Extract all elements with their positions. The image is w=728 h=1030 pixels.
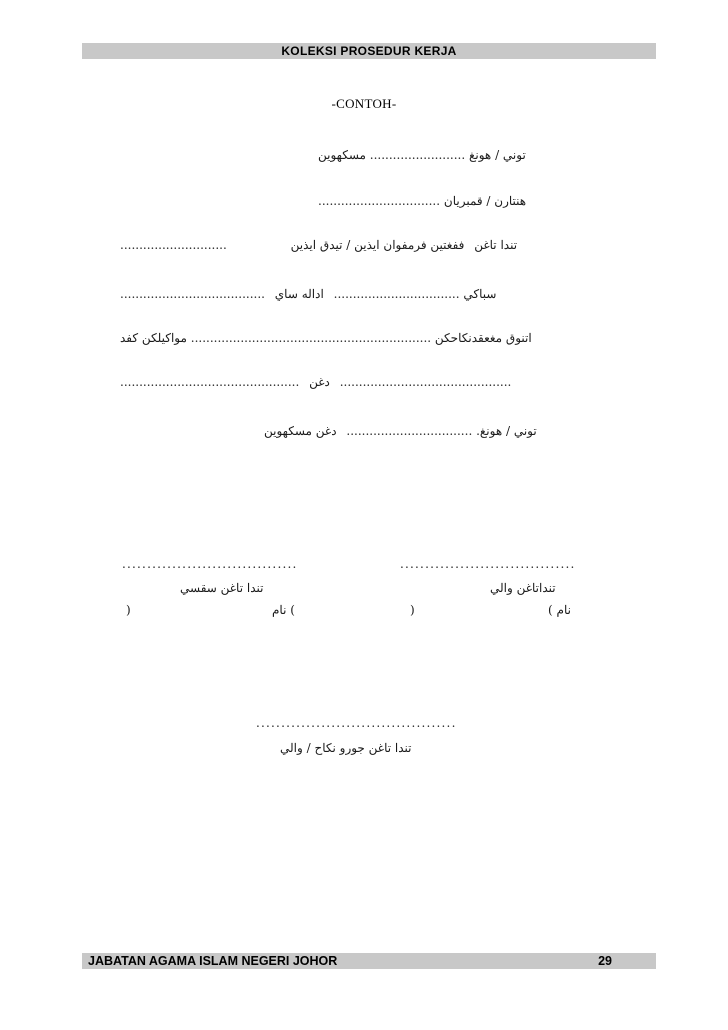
form-line-3	[120, 238, 517, 252]
fill-dots: ...............................................................	[190, 331, 432, 345]
wali-signature-label: تنداتاغن والي	[490, 581, 556, 595]
witness-paren-close: )	[126, 603, 131, 617]
adalah-saya-label: اداله ساي	[274, 287, 324, 301]
footer-org: JABATAN AGAMA ISLAM NEGERI JOHOR	[88, 954, 338, 968]
mewakilkan-label: مواكيلكن كفد	[120, 331, 187, 345]
sebagai-text: سباكي	[463, 287, 497, 301]
witness-signature-label: تندا تاغن سقسي	[180, 581, 264, 595]
fill-dots: .........................	[369, 148, 466, 162]
fill-dots: ............................	[120, 238, 227, 252]
form-line-1	[318, 148, 526, 162]
form-line-5	[120, 331, 532, 345]
wali-paren-close: )	[410, 603, 415, 617]
wali-name-label: ( نام	[548, 603, 571, 617]
dengan-maskahwin-label: دغن مسكهوين	[264, 424, 337, 438]
contoh-label: -CONTOH-	[331, 96, 397, 111]
fill-dots: ......................................	[120, 287, 265, 301]
signature-sub-label: تندا تاغن	[474, 238, 518, 252]
fill-dots: ...............................................	[120, 375, 300, 389]
jurunikah-signature-dots: ........................................	[256, 716, 457, 730]
form-line-7	[260, 424, 537, 438]
header-title: KOLEKSI PROSEDUR KERJA	[281, 44, 457, 58]
witness-name-label: نام (	[272, 603, 295, 617]
dengan-text: دغن	[309, 375, 330, 389]
wali-signature-dots: ...................................	[400, 557, 576, 571]
page-number: 29	[598, 954, 612, 968]
jurunikah-signature-label: تندا تاغن جورو نكاح / والي	[280, 741, 412, 755]
tunai-hutang-text: توني / هونغ.	[476, 424, 537, 438]
fill-dots: ................................	[318, 194, 441, 208]
permission-label: ففغتين فرمفوان ايذين / تيدق ايذين	[290, 238, 465, 252]
fill-dots: .................................	[346, 424, 473, 438]
header-bar	[82, 43, 656, 59]
fill-dots: .............................................	[339, 375, 512, 389]
tunai-hutang-text: توني / هونغ	[469, 148, 526, 162]
witness-signature-dots: ...................................	[122, 557, 298, 571]
maskahwin-label: مسكهوين	[318, 148, 366, 162]
hantaran-label: هنتارن / قمبريان	[443, 194, 527, 208]
form-line-4	[120, 287, 496, 301]
fill-dots: .................................	[333, 287, 460, 301]
form-line-2	[318, 194, 526, 208]
footer-bar	[82, 953, 656, 969]
form-line-6	[120, 375, 511, 389]
untuk-menikahkan-text: اتنوق مغعقدنكاحكن	[434, 331, 532, 345]
